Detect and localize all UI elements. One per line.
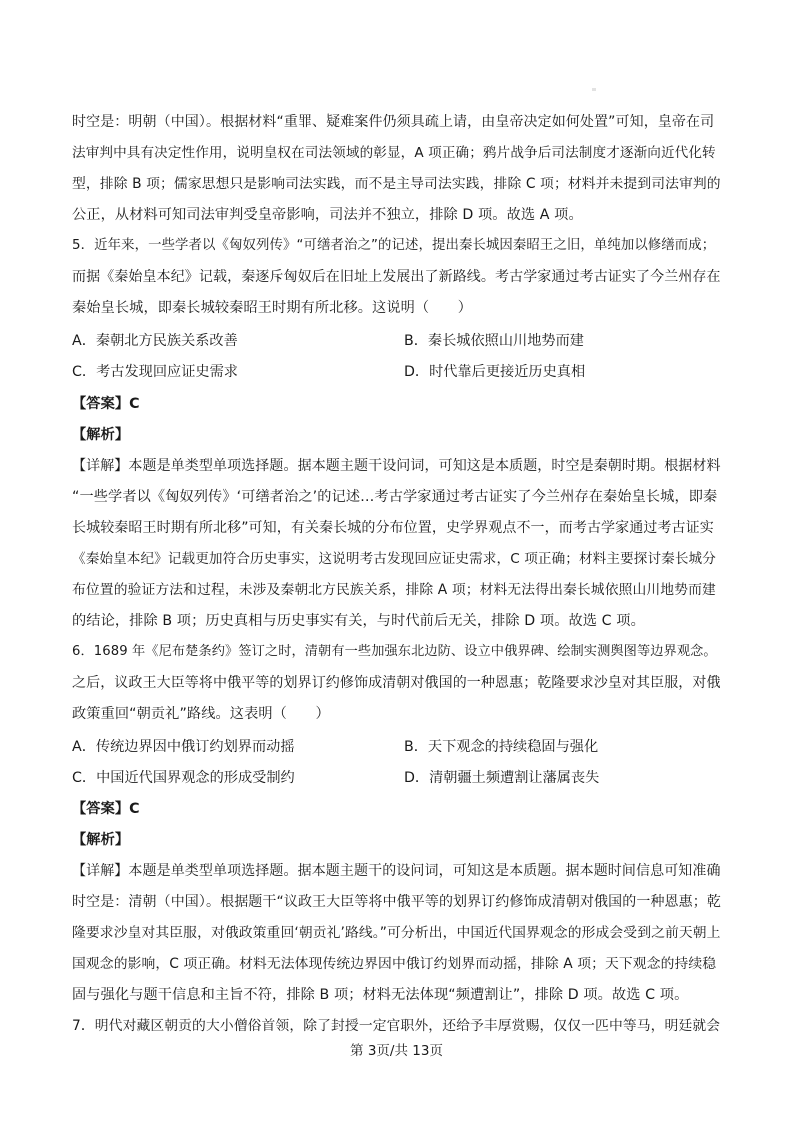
question-6-stem: 政策重回“朝贡礼”路线。这表明（ ） <box>72 706 330 722</box>
question-6-option-a: A．传统边界因中俄订约划界而动摇 <box>72 739 295 755</box>
question-5-analysis-heading: 【解析】 <box>72 427 130 443</box>
text-line: 型，排除 B 项；儒家思想只是影响司法实践，而不是主导司法实践，排除 C 项；材料并未提到司法审判的 <box>72 176 721 192</box>
question-5-option-b: B．秦长城依照山川地势而建 <box>404 333 584 349</box>
text-line: 时空是：明朝（中国）。根据材料“重罪、疑难案件仍须具疏上请，由皇帝决定如何处置”可知，皇帝在司 <box>72 114 715 130</box>
question-5-detail: 《秦始皇本纪》记载更加符合历史事实，这说明考古发现回应证史需求，C 项正确；材料主要探讨秦长城分 <box>72 551 716 567</box>
question-6-stem: 之后，议政王大臣等将中俄平等的划界订约修饰成清朝对俄国的一种恩惠；乾隆要求沙皇对其臣服，对俄 <box>72 675 721 691</box>
question-6-detail: 时空是：清朝（中国）。根据题干“议政王大臣等将中俄平等的划界订约修饰成清朝对俄国的一种恩惠；乾 <box>72 894 721 910</box>
question-6-option-c: C．中国近代国界观念的形成受制约 <box>72 770 295 786</box>
question-5-answer: 【答案】C <box>72 396 140 412</box>
question-5-option-a: A．秦朝北方民族关系改善 <box>72 333 238 349</box>
question-5-detail: 【详解】本题是单类型单项选择题。据本题主题干设问词，可知这是本质题，时空是秦朝时期。根据材料 <box>72 458 721 474</box>
question-5-stem: 秦始皇长城，即秦长城较秦昭王时期有所北移。这说明（ ） <box>72 300 473 316</box>
question-6-detail: 【详解】本题是单类型单项选择题。据本题主题干的设问词，可知这是本质题。据本题时间信息可知准确 <box>72 863 721 879</box>
question-5-detail: 长城较秦昭王时期有所北移”可知，有关秦长城的分布位置，史学界观点不一，而考古学家通过考古证实 <box>72 520 714 536</box>
question-6-stem: 6．1689 年《尼布楚条约》签订之时，清朝有一些加强东北边防、设立中俄界碑、绘制实测舆图等边界观念。 <box>72 644 717 659</box>
question-6-detail: 隆要求沙皇对其臣服，对俄政策重回‘朝贡礼’路线。”可分析出，中国近代国界观念的形成会受到之前天朝上 <box>72 925 721 941</box>
question-6-detail: 国观念的影响，C 项正确。材料无法体现传统边界因中俄订约划界而动摇，排除 A 项；天下观念的持续稳 <box>72 956 717 972</box>
question-5-option-c: C．考古发现回应证史需求 <box>72 364 238 380</box>
page-number: 第 3页/共 13页 <box>350 1043 443 1059</box>
question-6-option-b: B．天下观念的持续稳固与强化 <box>404 739 599 755</box>
question-6-answer: 【答案】C <box>72 801 140 817</box>
question-5-stem: 5．近年来，一些学者以《匈奴列传》“可缮者治之”的记述，提出秦长城因秦昭王之旧，单纯加以修缮而成； <box>72 238 716 253</box>
question-5-detail: 布位置的验证方法和过程，未涉及秦朝北方民族关系，排除 A 项；材料无法得出秦长城依照山川地势而建 <box>72 582 716 598</box>
text-line: 法审判中具有决定性作用，说明皇权在司法领域的彰显，A 项正确；鸦片战争后司法制度才逐渐向近代化转 <box>72 145 716 161</box>
question-5-detail: “一些学者以《匈奴列传》‘可缮者治之’的记述…考古学家通过考古证实了今兰州存在秦始皇长城，即秦 <box>72 489 718 505</box>
question-6-detail: 固与强化与题干信息和主旨不符，排除 B 项；材料无法体现“频遭割让”，排除 D 项。故选 C 项。 <box>72 987 689 1003</box>
question-6-analysis-heading: 【解析】 <box>72 832 130 848</box>
question-5-option-d: D．时代靠后更接近历史真相 <box>404 364 586 380</box>
question-5-detail: 的结论，排除 B 项；历史真相与历史事实有关，与时代前后无关，排除 D 项。故选 C 项。 <box>72 613 645 629</box>
scan-mark <box>592 88 596 91</box>
question-6-option-d: D．清朝疆土频遭割让藩属丧失 <box>404 770 600 786</box>
question-7-stem: 7．明代对藏区朝贡的大小僧俗首领，除了封授一定官职外，还给予丰厚赏赐，仅仅一匹中等马，明廷就会 <box>72 1018 721 1034</box>
text-line: 公正，从材料可知司法审判受皇帝影响，司法并不独立，排除 D 项。故选 A 项。 <box>72 207 583 223</box>
question-5-stem: 而据《秦始皇本纪》记载，秦逐斥匈奴后在旧址上发展出了新路线。考古学家通过考古证实了今兰州存在 <box>72 269 721 285</box>
